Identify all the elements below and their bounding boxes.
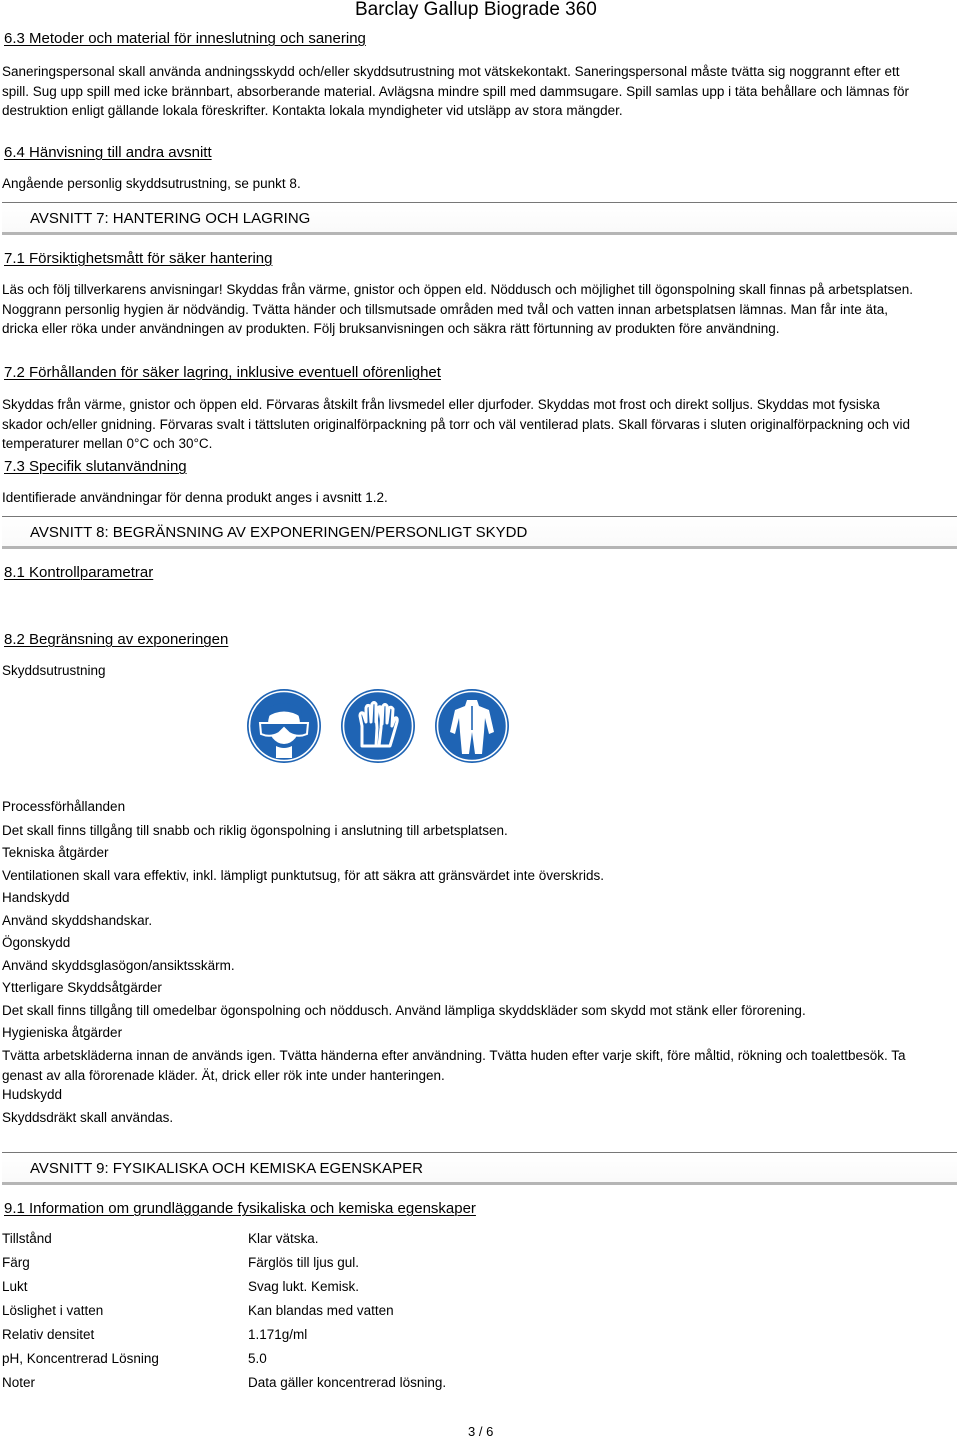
property-value: Data gäller koncentrerad lösning. [248,1375,447,1390]
skin-protection-label: Hudskydd [2,1087,63,1102]
property-label: Relativ densitet [2,1327,95,1342]
ppe-pictograms [246,688,524,764]
eye-protection-label: Ögonskydd [2,935,71,950]
subsection-7-3-text: Identifierade användningar för denna produkt anges i avsnitt 1.2. [2,490,388,505]
section-9-title: AVSNITT 9: FYSIKALISKA OCH KEMISKA EGENSKAPER [30,1160,423,1177]
subsection-7-2-text: Skyddas från värme, gnistor och öppen eld. Förvaras åtskilt från livsmedel eller djurfoder. Skyddas mot frost och direkt solljus. Skyddas mot fysiska skador och/eller gnidning. Förvaras svalt i tättsluten originalförpackning på torr och väl ventilerad plats. Skall förvaras i sluten originalförpackning och vid temperaturer mellan 0°C och 30°C. [2,397,910,452]
property-value: Färglös till ljus gul. [248,1255,360,1270]
other-measures-label: Ytterligare Skyddsåtgärder [2,980,162,995]
hygiene-text: Tvätta arbetskläderna innan de används igen. Tvätta händerna efter användning. Tvätta huden efter varje skift, före måltid, rökning och toalettbesök. Ta genast av alla förorenade kläder. Ät, drick eller rök inte under hanteringen. [2,1048,906,1083]
subsection-7-1-text: Läs och följ tillverkarens anvisningar! Skyddas från värme, gnistor och öppen eld. Nöddusch och möjlighet till ögonspolning skall finnas på arbetsplatsen. Noggrann personlig hygien är nödvändig. Tvätta händer och tillsmutsade områden med tvål och vatten innan arbetsplatsen lämnas. Man får inte äta, dricka eller röka under användningen av produkten. Följ bruksanvisningen och säkra rätt förtunning av produkten före användning. [2,282,914,337]
other-measures-text: Det skall finns tillgång till omedelbar ögonspolning och nöddusch. Använd lämpliga skyddskläder som skydd mot stänk eller förorening. [2,1003,806,1018]
hand-protection-text: Använd skyddshandskar. [2,913,153,928]
property-value: 1.171g/ml [248,1327,308,1342]
technical-text: Ventilationen skall vara effektiv, inkl. lämpligt punktutsug, för att säkra att gränsvärdet inte överskrids. [2,868,605,883]
ppe-label: Skyddsutrustning [2,663,106,678]
section-7-title: AVSNITT 7: HANTERING OCH LAGRING [30,210,311,227]
subsection-9-1-heading: 9.1 Information om grundläggande fysikaliska och kemiska egenskaper [4,1200,476,1217]
section-8-title: AVSNITT 8: BEGRÄNSNING AV EXPONERINGEN/PERSONLIGT SKYDD [30,524,528,541]
skin-protection-text: Skyddsdräkt skall användas. [2,1110,174,1125]
property-value: 5.0 [248,1351,267,1366]
section-7-bar [2,202,957,235]
property-label: Tillstånd [2,1231,52,1246]
subsection-7-2-heading: 7.2 Förhållanden för säker lagring, inklusive eventuell oförenlighet [4,364,441,381]
process-label: Processförhållanden [2,799,126,814]
gloves-icon [340,688,416,764]
property-row [2,1303,702,1327]
subsection-6-3-text: Saneringspersonal skall använda andningsskydd och/eller skyddsutrustning mot vätskekontakt. Saneringspersonal måste tvätta sig noggrannt efter ett spill. Sug upp spill med icke brännbart, absorberande material. Avlägsna mindre spill med dammsugare. Spill samlas upp i täta behållare och lämnas för destruktion enligt gällande lokala föreskrifter. Kontakta lokala myndigheter vid utsläpp av stora mängder. [2,64,909,119]
subsection-8-2-heading: 8.2 Begränsning av exponeringen [4,631,229,648]
property-label: Lukt [2,1279,28,1294]
property-row [2,1327,702,1351]
subsection-6-4-text: Angående personlig skyddsutrustning, se punkt 8. [2,176,301,191]
property-value: Kan blandas med vatten [248,1303,394,1318]
property-label: Färg [2,1255,30,1270]
protective-suit-icon [434,688,510,764]
property-row [2,1279,702,1303]
property-label: pH, Koncentrerad Lösning [2,1351,159,1366]
property-value: Klar vätska. [248,1231,319,1246]
subsection-6-4-heading: 6.4 Hänvisning till andra avsnitt [4,144,212,161]
subsection-7-3-heading: 7.3 Specifik slutanvändning [4,458,187,475]
section-8-bar [2,516,957,549]
property-label: Noter [2,1375,36,1390]
hand-protection-label: Handskydd [2,890,70,905]
process-text: Det skall finns tillgång till snabb och riklig ögonspolning i anslutning till arbetsplatsen. [2,823,508,838]
property-row [2,1375,702,1399]
subsection-7-1-heading: 7.1 Försiktighetsmått för säker hantering [4,250,273,267]
property-row [2,1255,702,1279]
property-value: Svag lukt. Kemisk. [248,1279,360,1294]
eye-protection-icon [246,688,322,764]
property-label: Löslighet i vatten [2,1303,104,1318]
property-row [2,1351,702,1375]
eye-protection-text: Använd skyddsglasögon/ansiktsskärm. [2,958,235,973]
hygiene-label: Hygieniska åtgärder [2,1025,123,1040]
product-name: Barclay Gallup Biograde 360 [355,0,597,20]
page-number: 3 / 6 [468,1424,494,1439]
subsection-6-3-heading: 6.3 Metoder och material för inneslutning och sanering [4,30,366,47]
technical-label: Tekniska åtgärder [2,845,109,860]
property-row [2,1231,702,1255]
subsection-8-1-heading: 8.1 Kontrollparametrar [4,564,154,581]
section-9-bar [2,1152,957,1185]
